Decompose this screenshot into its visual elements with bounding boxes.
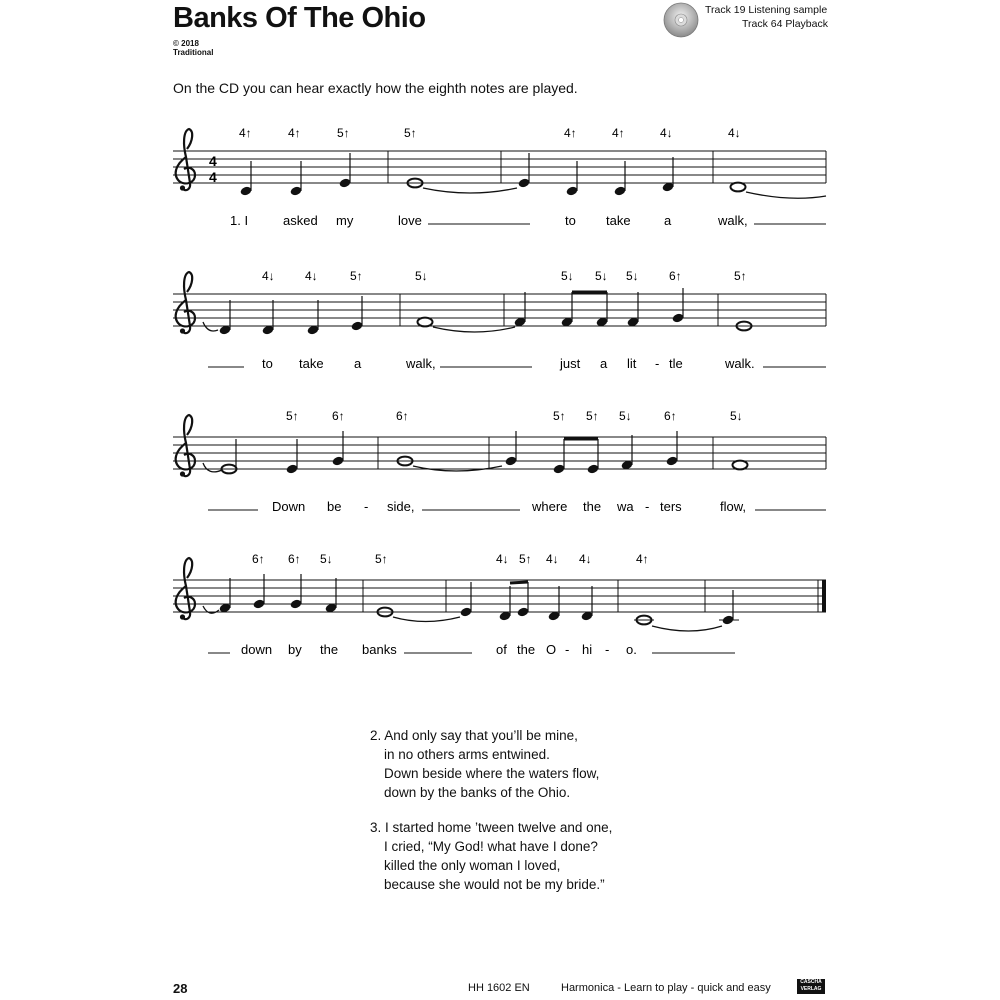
lyrics-line (208, 499, 826, 514)
page-title: Banks Of The Ohio (173, 2, 426, 34)
harp-tab: 5↑ (553, 409, 566, 423)
harp-tab: 5↑ (586, 409, 599, 423)
lyric: - (655, 356, 660, 371)
harp-tab: 5↓ (320, 552, 333, 566)
verse-3 (370, 818, 612, 894)
staff-system-3 (173, 409, 826, 514)
track-playback-label: Track 64 Playback (742, 18, 828, 30)
harp-tab: 4↓ (579, 552, 592, 566)
lyric: hi (582, 642, 593, 657)
harp-tab: 6↑ (288, 552, 301, 566)
verse-line: killed the only woman I loved, (384, 858, 561, 873)
lyric: - (364, 499, 369, 514)
harp-tab: 5↑ (350, 269, 363, 283)
notes (203, 288, 752, 336)
harp-tab: 5↓ (561, 269, 574, 283)
book-description: Harmonica - Learn to play - quick and easy (561, 982, 771, 994)
verse-line: I cried, “My God! what have I done? (384, 839, 598, 854)
lyric: - (645, 499, 650, 514)
harp-tab: 5↑ (286, 409, 299, 423)
composer-credit: Traditional (173, 48, 214, 57)
notes (240, 153, 826, 198)
verse-2 (370, 726, 599, 802)
harp-tab: 5↑ (519, 552, 532, 566)
lyric: take (299, 356, 324, 371)
harp-tab: 4↑ (564, 126, 577, 140)
harp-tab: 4↓ (262, 269, 275, 283)
lyric: wa (617, 499, 634, 514)
lyric: take (606, 213, 631, 228)
harp-tab: 5↓ (415, 269, 428, 283)
lyric: asked (283, 213, 318, 228)
lyric: banks (362, 642, 397, 657)
lyric: walk, (406, 356, 436, 371)
harp-tab: 4↑ (636, 552, 649, 566)
harp-tab: 6↑ (332, 409, 345, 423)
lyric: a (354, 356, 362, 371)
lyric: down (241, 642, 273, 657)
lyric: - (565, 642, 570, 657)
harp-tabs (262, 269, 747, 283)
lyric: 1. I (230, 213, 249, 228)
harp-tabs (286, 409, 743, 423)
lyric: walk. (725, 356, 755, 371)
lyrics-line (208, 356, 826, 371)
harp-tab: 5↑ (375, 552, 388, 566)
harp-tab: 4↓ (496, 552, 509, 566)
time-signature-top: 4 (209, 153, 217, 169)
publisher-logo: CASCHA VERLAG (797, 979, 825, 994)
verse-line: 3. I started home ’tween twelve and one, (370, 820, 613, 835)
lyric: the (517, 642, 536, 657)
verse-line: Down beside where the waters flow, (384, 766, 600, 781)
lyric: the (583, 499, 602, 514)
page-number: 28 (173, 981, 188, 996)
harp-tab: 4↑ (239, 126, 252, 140)
track-listening-label: Track 19 Listening sample (705, 4, 828, 16)
staff-system-4 (173, 552, 826, 657)
verse-line: 2. And only say that you’ll be mine, (370, 728, 578, 743)
lyric: of (496, 642, 507, 657)
verse-line: in no others arms entwined. (384, 747, 550, 762)
lyrics-line (208, 642, 735, 657)
lyric: - (605, 642, 610, 657)
harp-tab: 4↓ (728, 126, 741, 140)
lyrics-line (230, 213, 826, 228)
harp-tab: 4↓ (305, 269, 318, 283)
lyric: Down (272, 499, 306, 514)
harp-tab: 5↑ (734, 269, 747, 283)
lyric: just (560, 356, 581, 371)
book-code: HH 1602 EN (468, 982, 530, 994)
harp-tab: 5↓ (730, 409, 743, 423)
time-signature-bottom: 4 (209, 169, 217, 185)
lyric: side, (387, 499, 415, 514)
lyric: a (600, 356, 608, 371)
harp-tabs (239, 126, 741, 140)
lyric: tle (669, 356, 683, 371)
lyric: to (565, 213, 576, 228)
harp-tab: 4↓ (660, 126, 673, 140)
harp-tab: 5↓ (619, 409, 632, 423)
lyric: o. (626, 642, 637, 657)
lyric: by (288, 642, 302, 657)
harp-tab: 6↑ (396, 409, 409, 423)
copyright-notice: © 2018 (173, 39, 199, 48)
lyric: O (546, 642, 557, 657)
harp-tab: 6↑ (252, 552, 265, 566)
lyric: lit (627, 356, 637, 371)
staff-system-1 (173, 126, 826, 228)
notes (203, 574, 739, 631)
lyric: my (336, 213, 354, 228)
harp-tab: 6↑ (669, 269, 682, 283)
harp-tab: 5↑ (404, 126, 417, 140)
harp-tab: 5↑ (337, 126, 350, 140)
lyric: flow, (720, 499, 747, 514)
harp-tab: 5↓ (626, 269, 639, 283)
harp-tab: 4↑ (288, 126, 301, 140)
verse-line: because she would not be my bride.” (384, 877, 605, 892)
lyric: to (262, 356, 273, 371)
lyric: the (320, 642, 339, 657)
lyric: where (532, 499, 568, 514)
harp-tab: 5↓ (595, 269, 608, 283)
harp-tab: 4↑ (612, 126, 625, 140)
lyric: walk, (718, 213, 748, 228)
lyric: a (664, 213, 672, 228)
lyric: ters (660, 499, 682, 514)
harp-tabs (252, 552, 649, 566)
harp-tab: 4↓ (546, 552, 559, 566)
lyric: love (398, 213, 422, 228)
intro-text: On the CD you can hear exactly how the eighth notes are played. (173, 80, 578, 96)
lyric: be (327, 499, 342, 514)
staff-system-2 (173, 269, 826, 371)
harp-tab: 6↑ (664, 409, 677, 423)
verse-line: down by the banks of the Ohio. (384, 785, 571, 800)
